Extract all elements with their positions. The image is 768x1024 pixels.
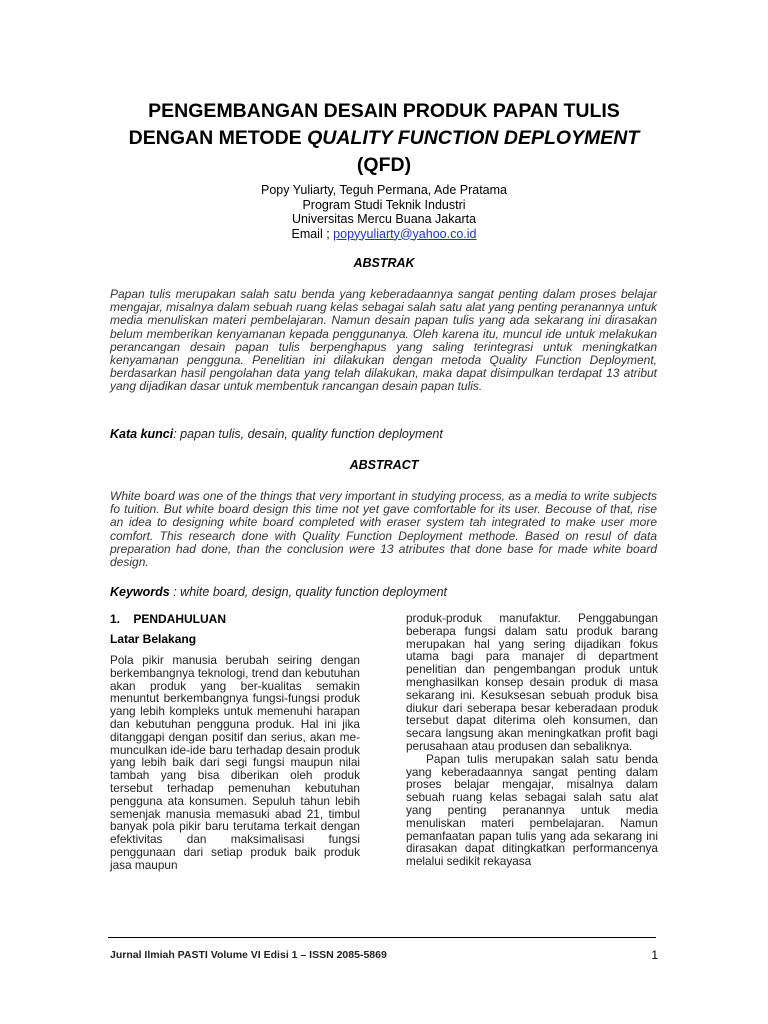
keywords-line (110, 585, 657, 599)
kata-kunci-text: : papan tulis, desain, quality function deployment (173, 427, 443, 441)
author-university: Universitas Mercu Buana Jakarta (291, 212, 477, 226)
title-line-3: (QFD) (356, 154, 412, 176)
keywords-text: : white board, design, quality function deployment (169, 585, 448, 599)
right-paragraph-1: produk-produk manufaktur. Penggabungan beberapa fungsi dalam satu produk barang merupakan hal yang sering dijadikan fokus utama bagi para manajer di department penelitian dan pengembangan produk untuk menghasilkan konsep desain produk di masa sekarang ini. Kesuksesan sebuah produk bisa diukur dari seberapa besar keberadaan produk tersebut dapat diterima oleh konsumen, dan secara langsung akan meningkatkan profit bagi perusahaan atau produsen dan sebaliknya. (406, 611, 658, 753)
abstract-text: White board was one of the things that very important in studying process, as a media to write subjects fo tuition. But white board design this time not yet gave comfortable for its user. Becouse of that, rise an idea to designing white board completed with eraser system tah integrated to make user more comfort. This research done with Quality Function Deployment methode. Based on resul of data preparation had done, than the conclusion were 13 atributes that done base for made white board design. (110, 489, 657, 570)
paper-title (100, 98, 668, 179)
author-names: Popy Yuliarty, Teguh Permana, Ade Pratama (261, 183, 507, 197)
abstract-heading: ABSTRACT (349, 458, 419, 472)
email-label: Email ; (291, 226, 334, 241)
left-paragraph-1: Pola pikir manusia berubah seiring dengan berkembangnya teknologi, trend dan kebutuhan akan produk yang ber-kualitas semakin menuntut berkembangnya fungsi-fungsi produk yang lebih kompleks untuk memenuhi harapan dan kebutuhan pengguna produk. Hal ini jika ditanggapi dengan positif dan serius, akan me-munculkan ide-ide baru terhadap desain produk yang lebih baik dari segi fungsi maupun nilai tambah yang bisa diberikan oleh produk tersebut terhadap pemenuhan kebutuhan pengguna ata konsumen. Sepuluh tahun lebih semenjak manusia memasuki abad 21, timbul banyak pola pikir baru terutama terkait dengan efektivitas dan maksimalisasi fungsi penggunaan dari setiap produk baik produk jasa maupun (110, 653, 360, 872)
right-column (406, 612, 658, 868)
author-block (160, 183, 608, 241)
kata-kunci-label: Kata kunci (110, 427, 174, 441)
abstrak-heading: ABSTRAK (353, 256, 415, 270)
author-program: Program Studi Teknik Industri (302, 197, 466, 212)
subsection-heading: Latar Belakang (110, 632, 197, 646)
keywords-label: Keywords (110, 585, 170, 599)
right-paragraph-2: Papan tulis merupakan salah satu benda yang keberadaannya sangat penting dalam proses belajar mengajar, misalnya dalam sebuah ruang kelas sebagai salah satu alat yang penting peranannya untuk media menuliskan materi pembelajaran. Namun pemanfaatan papan tulis yang ada sekarang ini dirasakan dapat ditingkatkan performancenya melalui sedikit rekayasa (406, 751, 658, 869)
page-number: 1 (651, 948, 658, 962)
left-column (110, 654, 360, 872)
footer-divider (108, 937, 656, 938)
title-line-2-italic: QUALITY FUNCTION DEPLOYMENT (307, 127, 640, 149)
footer-journal: Jurnal Ilmiah PASTI Volume VI Edisi 1 – ISSN 2085-5869 (110, 949, 387, 961)
abstrak-text: Papan tulis merupakan salah satu benda yang keberadaannya sangat penting dalam proses belajar mengajar, misalnya dalam sebuah ruang kelas sebagai salah satu alat yang penting peranannya untuk media menuliskan materi pembelajaran. Namun desain papan tulis yang ada sekarang ini dirasakan belum memberikan kenyamanan kepada penggunanya. Oleh karena itu, muncul ide untuk melakukan perancangan desain papan tulis berpenghapus yang saling terintegrasi untuk meningkatkan kenyamanan pengguna. Penelitian ini dilakukan dengan metoda Quality Function Deployment, berdasarkan hasil pengolahan data yang telah dilakukan, maka dapat disimpulkan terdapat 13 atribut yang dijadikan dasar untuk membentuk rancangan desain papan tulis. (110, 287, 657, 394)
title-line-1: PENGEMBANGAN DESAIN PRODUK PAPAN TULIS (148, 100, 620, 122)
title-line-2-normal: DENGAN METODE (128, 127, 308, 149)
kata-kunci-line (110, 427, 657, 441)
title-line-2 (100, 125, 668, 152)
email-link[interactable]: popyyuliarty@yahoo.co.id (333, 226, 477, 241)
author-email-line (160, 227, 608, 242)
section-heading: 1. PENDAHULUAN (110, 612, 227, 626)
